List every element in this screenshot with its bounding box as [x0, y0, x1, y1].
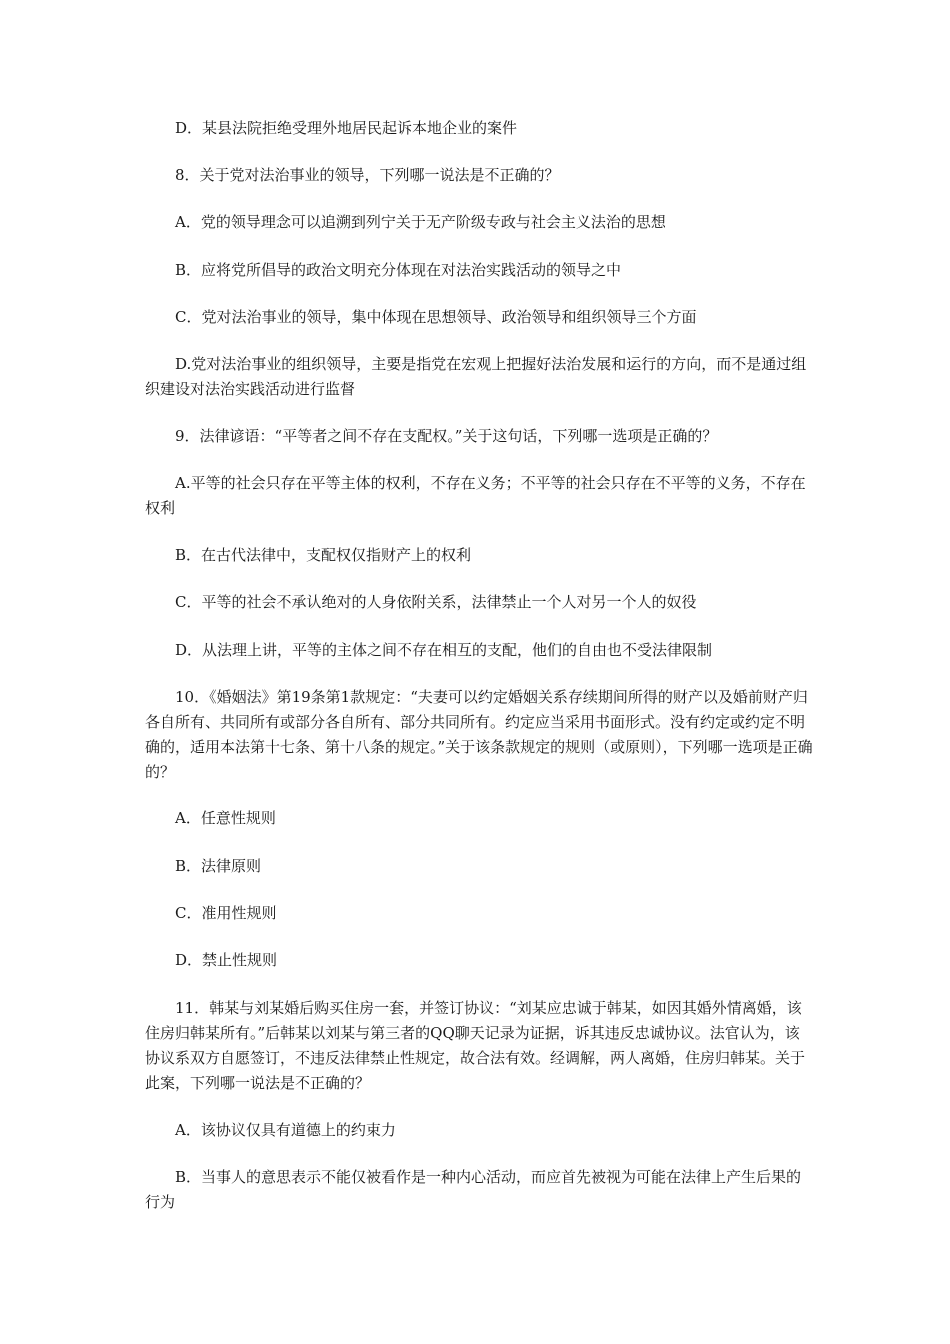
option-9d: D．从法理上讲，平等的主体之间不存在相互的支配，他们的自由也不受法律限制: [175, 641, 713, 659]
option-7d: D．某县法院拒绝受理外地居民起诉本地企业的案件: [175, 119, 518, 137]
option-8d: D.党对法治事业的组织领导，主要是指党在宏观上把握好法治发展和运行的方向，而不是通过组织建设对法治实践活动进行监督: [145, 355, 807, 398]
option-9a: A.平等的社会只存在平等主体的权利，不存在义务；不平等的社会只存在不平等的义务，不存在权利: [145, 474, 806, 517]
question-10: 10．《婚姻法》第19条第1款规定：“夫妻可以约定婚姻关系存续期间所得的财产以及婚前财产归各自所有、共同所有或部分各自所有、部分共同所有。约定应当采用书面形式。没有约定或约定不明确的，适用本法第十七条、第十八条的规定。”关于该条款规定的规则（或原则），下列哪一选项是正确的？: [145, 688, 813, 781]
option-8b: B．应将党所倡导的政治文明充分体现在对法治实践活动的领导之中: [175, 261, 622, 279]
question-9: 9．法律谚语：“平等者之间不存在支配权。”关于这句话，下列哪一选项是正确的？: [175, 427, 718, 445]
option-11b: B．当事人的意思表示不能仅被看作是一种内心活动，而应首先被视为可能在法律上产生后果的行为: [145, 1168, 802, 1211]
option-8a: A．党的领导理念可以追溯到列宁关于无产阶级专政与社会主义法治的思想: [175, 213, 666, 231]
question-11: 11．韩某与刘某婚后购买住房一套，并签订协议：“刘某应忠诚于韩某，如因其婚外情离婚，该住房归韩某所有。”后韩某以刘某与第三者的QQ聊天记录为证据，诉其违反忠诚协议。法官认为，该协议系双方自愿签订，不违反法律禁止性规定，故合法有效。经调解，两人离婚，住房归韩某。关于此案，下列哪一说法是不正确的？: [145, 999, 806, 1092]
option-10d: D．禁止性规则: [175, 951, 278, 969]
option-10b: B．法律原则: [175, 857, 262, 875]
option-8c: C．党对法治事业的领导，集中体现在思想领导、政治领导和组织领导三个方面: [175, 308, 697, 326]
option-10c: C．准用性规则: [175, 904, 277, 922]
option-10a: A．任意性规则: [175, 809, 276, 827]
option-9b: B．在古代法律中，支配权仅指财产上的权利: [175, 546, 472, 564]
option-11a: A．该协议仅具有道德上的约束力: [175, 1121, 396, 1139]
option-9c: C．平等的社会不承认绝对的人身依附关系，法律禁止一个人对另一个人的奴役: [175, 593, 697, 611]
question-8: 8．关于党对法治事业的领导，下列哪一说法是不正确的？: [175, 166, 560, 184]
